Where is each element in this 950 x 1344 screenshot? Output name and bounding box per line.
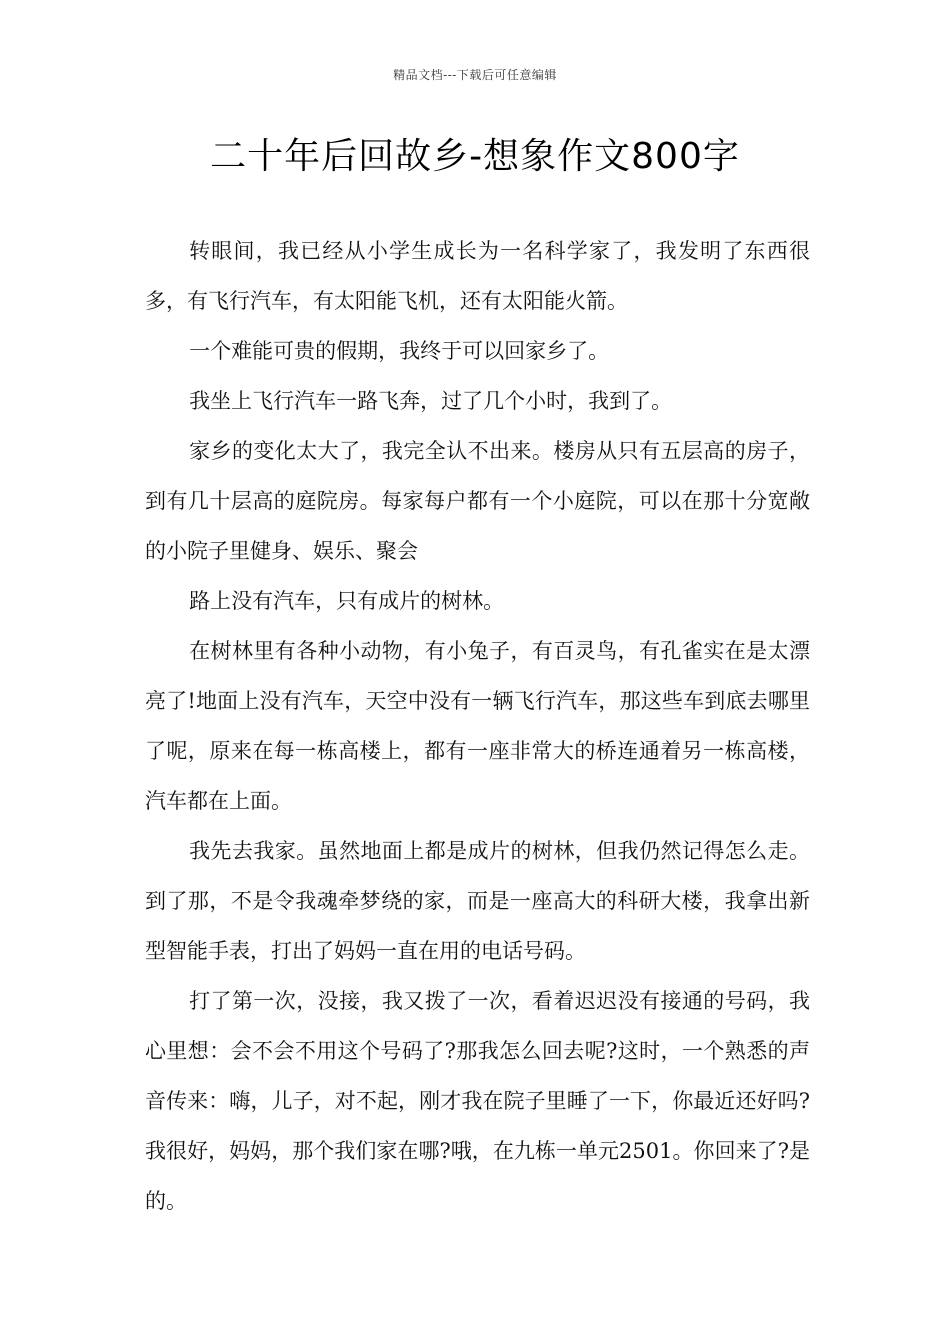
header-note: 精品文档---下载后可任意编辑	[393, 68, 557, 82]
document-title: 二十年后回故乡-想象作文800字	[210, 136, 740, 177]
paragraph: 路上没有汽车，只有成片的树林。	[189, 589, 505, 613]
paragraph: 我先去我家。虽然地面上都是成片的树林，但我仍然记得怎么走。到了那，不是令我魂牵梦绕的家，而是一座高大的科研大楼，我拿出新型智能手表，打出了妈妈一直在用的电话号码。	[145, 839, 810, 963]
paragraph: 打了第一次，没接，我又拨了一次，看着迟迟没有接通的号码，我心里想：会不会不用这个号码了?那我怎么回去呢?这时，一个熟悉的声音传来：嗨，儿子，对不起，刚才我在院子里睡了一下，你最近还好吗?我很好，妈妈，那个我们家在哪?哦，在九栋一单元2501。你回来了?是的。	[145, 989, 810, 1213]
paragraph: 在树林里有各种小动物，有小兔子，有百灵鸟，有孔雀实在是太漂亮了!地面上没有汽车，天空中没有一辆飞行汽车，那这些车到底去哪里了呢，原来在每一栋高楼上，都有一座非常大的桥连通着另一栋高楼，汽车都在上面。	[145, 639, 810, 813]
document-body	[145, 226, 810, 1226]
paragraph: 我坐上飞行汽车一路飞奔，过了几个小时，我到了。	[189, 389, 673, 413]
paragraph: 家乡的变化太大了，我完全认不出来。楼房从只有五层高的房子，到有几十层高的庭院房。每家每户都有一个小庭院，可以在那十分宽敞的小院子里健身、娱乐、聚会	[145, 439, 810, 563]
paragraph: 转眼间，我已经从小学生成长为一名科学家了，我发明了东西很多，有飞行汽车，有太阳能飞机，还有太阳能火箭。	[145, 239, 810, 313]
paragraph: 一个难能可贵的假期，我终于可以回家乡了。	[189, 339, 610, 363]
